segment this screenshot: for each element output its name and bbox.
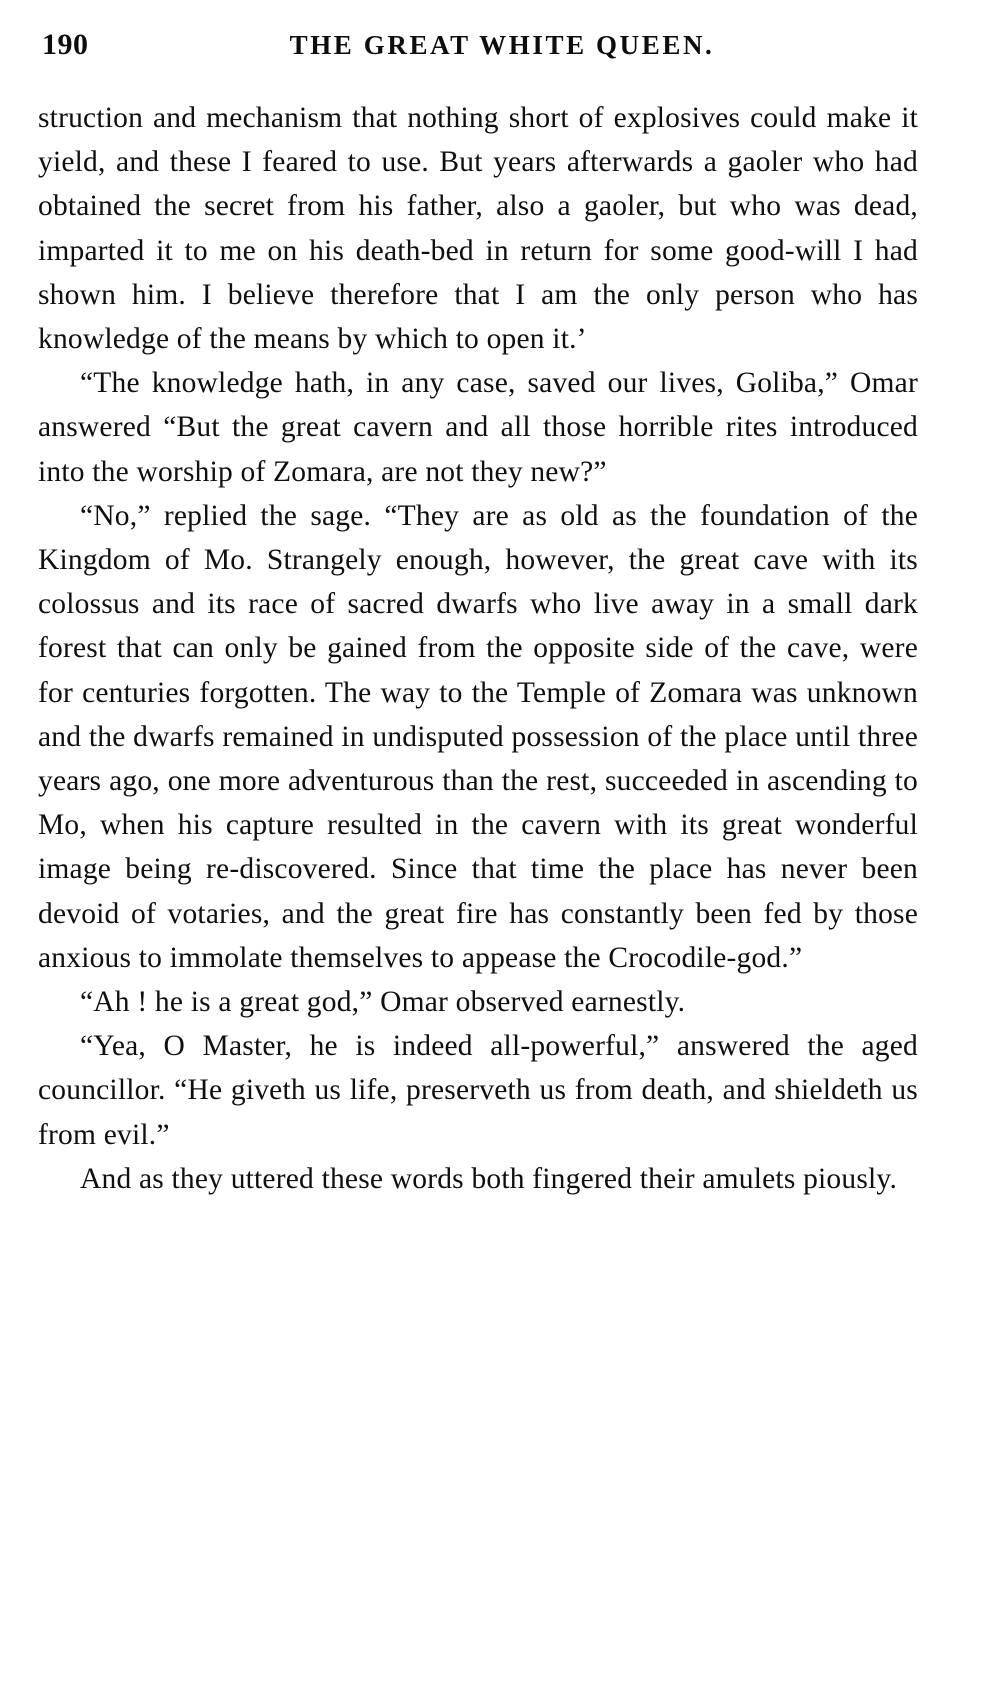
paragraph-2: “The knowledge hath, in any case, saved our lives, Goliba,” Omar answered “But the great cavern and all those horrible rites introduced into the worship of Zomara, are not they new?”: [38, 367, 918, 488]
running-head: [38, 28, 946, 62]
page-body: [38, 96, 918, 1201]
page-number: 190: [42, 28, 89, 61]
paragraph-3: “No,” replied the sage. “They are as old as the foundation of the Kingdom of Mo. Strangely enough, however, the great cave with its colossus and its race of sacred dwarfs who live away in a small dark forest that can only be gained from the opposite side of the cave, were for centuries forgotten. The way to the Temple of Zomara was unknown and the dwarfs remained in undisputed possession of the place until three years ago, one more adventurous than the rest, succeeded in ascending to Mo, when his capture resulted in the cavern with its great wonderful image being re-discovered. Since that time the place has never been devoid of votaries, and the great fire has constantly been fed by those anxious to immolate themselves to appease the Crocodile-god.”: [38, 499, 918, 974]
paragraph-1: struction and mechanism that nothing short of explosives could make it yield, and these I feared to use. But years afterwards a gaoler who had obtained the secret from his father, also a gaoler, but who was dead, imparted it to me on his death-bed in return for some good-will I had shown him. I believe therefore that I am the only person who has knowledge of the means by which to open it.’: [38, 102, 918, 356]
paragraph-4: “Ah ! he is a great god,” Omar observed earnestly.: [80, 986, 686, 1019]
running-head-title: THE GREAT WHITE QUEEN.: [289, 30, 715, 60]
paragraph-5: “Yea, O Master, he is indeed all-powerful,” answered the aged councillor. “He giveth us life, preserveth us from death, and shieldeth us from evil.”: [38, 1030, 918, 1151]
paragraph-6: And as they uttered these words both fingered their amulets piously.: [80, 1162, 898, 1195]
